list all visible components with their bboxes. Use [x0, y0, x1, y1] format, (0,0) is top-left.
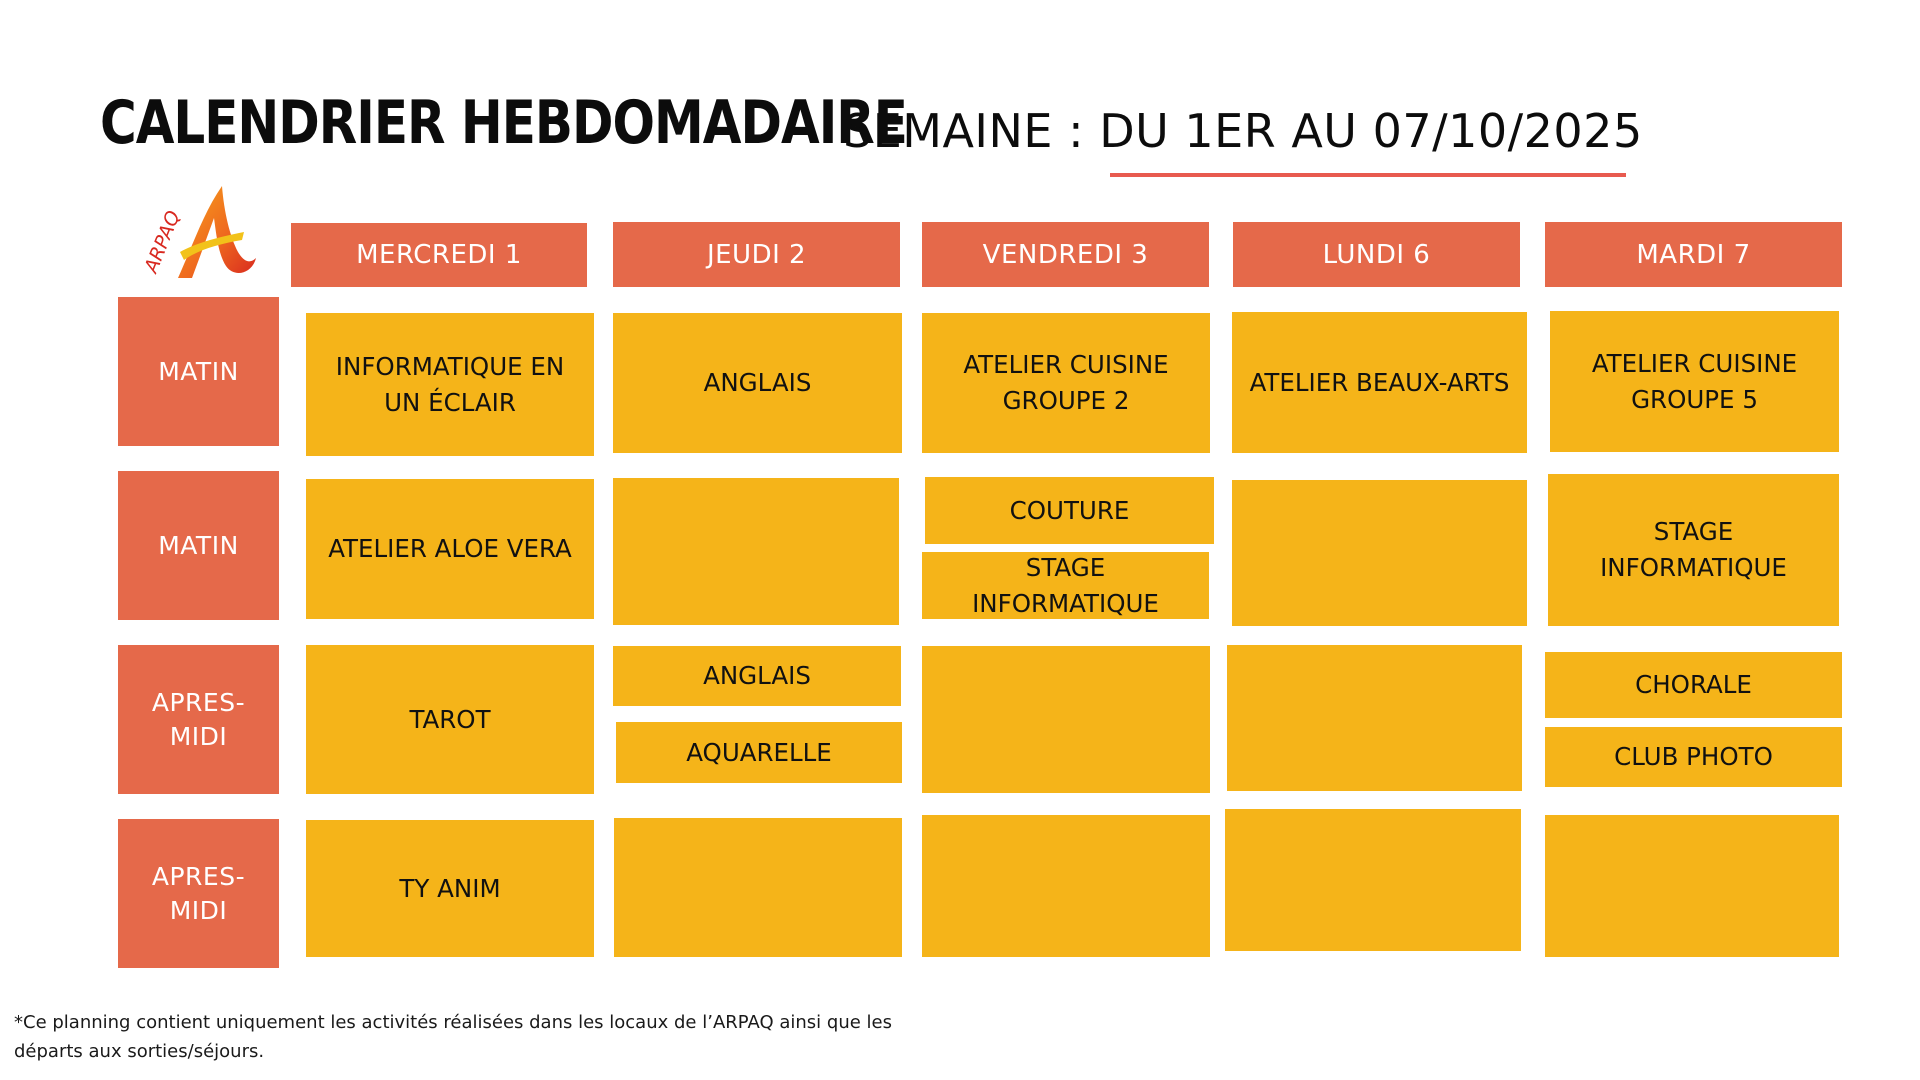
activity-cell: ATELIER BEAUX-ARTS	[1232, 312, 1527, 453]
day-header-1: MERCREDI 1	[291, 223, 587, 287]
activity-cell: TAROT	[306, 645, 594, 794]
footnote: *Ce planning contient uniquement les activités réalisées dans les locaux de l’ARPAQ ainsi que les départs aux sorties/séjours.	[14, 1012, 892, 1062]
week-range: SEMAINE : DU 1ER AU 07/10/2025	[843, 104, 1643, 158]
activity-cell: ANGLAIS	[613, 646, 901, 706]
day-header-3: VENDREDI 3	[922, 222, 1209, 287]
activity-cell: CLUB PHOTO	[1545, 727, 1842, 787]
slot-label-2: MATIN	[118, 471, 279, 620]
activity-cell: ATELIER CUISINE GROUPE 2	[922, 313, 1210, 453]
activity-cell: AQUARELLE	[616, 722, 902, 783]
page-title: CALENDRIER HEBDOMADAIRE	[100, 88, 907, 158]
empty-cell	[1545, 815, 1839, 957]
week-underline	[1110, 173, 1626, 177]
activity-cell: ATELIER ALOE VERA	[306, 479, 594, 619]
empty-cell	[922, 646, 1210, 793]
slot-label-4: APRES- MIDI	[118, 819, 279, 968]
activity-cell: TY ANIM	[306, 820, 594, 957]
day-header-5: MARDI 7	[1545, 222, 1842, 287]
activity-cell: COUTURE	[925, 477, 1214, 544]
day-header-2: JEUDI 2	[613, 222, 900, 287]
activity-cell: STAGE INFORMATIQUE	[1548, 474, 1839, 626]
empty-cell	[922, 815, 1210, 957]
activity-cell: ATELIER CUISINE GROUPE 5	[1550, 311, 1839, 452]
empty-cell	[1232, 480, 1527, 626]
activity-cell: CHORALE	[1545, 652, 1842, 718]
empty-cell	[614, 818, 902, 957]
slot-label-1: MATIN	[118, 297, 279, 446]
activity-cell: STAGE INFORMATIQUE	[922, 552, 1209, 619]
slot-label-3: APRES- MIDI	[118, 645, 279, 794]
logo-text: ARPAQ	[140, 207, 185, 276]
activity-cell: INFORMATIQUE EN UN ÉCLAIR	[306, 313, 594, 456]
empty-cell	[613, 478, 899, 625]
activity-cell: ANGLAIS	[613, 313, 902, 453]
day-header-4: LUNDI 6	[1233, 222, 1520, 287]
arpaq-logo-icon	[134, 182, 258, 280]
empty-cell	[1227, 645, 1522, 791]
empty-cell	[1225, 809, 1521, 951]
